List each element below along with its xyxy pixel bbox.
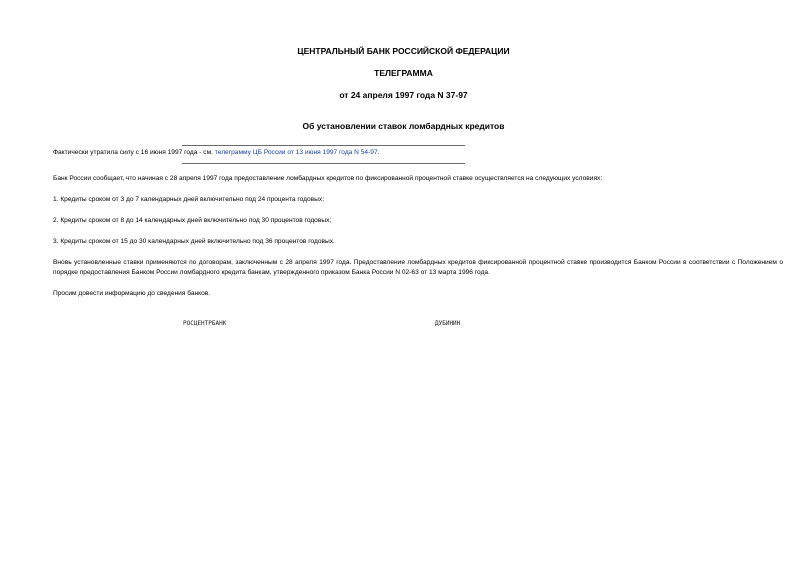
status-note-prefix: Фактически утратила силу с 16 июня 1997 года - см. bbox=[53, 149, 213, 156]
status-note-suffix: . bbox=[377, 149, 380, 156]
sender-name: РОСЦЕНТРБАНК bbox=[183, 320, 227, 327]
document-type: ТЕЛЕГРАММА bbox=[374, 68, 433, 78]
rates-paragraph: Вновь установленные ставки применяются по договорам, заключенным с 28 апреля 1997 года. Предоставление ломбардных кредитов фиксированной процентной ставке производится Банком России в соответствии с Положением о порядке предоставления Банком России ломбардного кредита банкам, утвержденного приказом Банка России N 02-63 от 13 марта 1996 года. bbox=[53, 259, 783, 276]
status-note bbox=[38, 148, 783, 158]
intro-paragraph: Банк России сообщает, что начиная с 28 апреля 1997 года предоставление ломбардных кредитов по фиксированной процентной ставке осуществляется на следующих условиях: bbox=[53, 175, 603, 182]
request-paragraph: Просим довести информацию до сведения банков. bbox=[53, 290, 211, 297]
document-date: от 24 апреля 1997 года N 37-97 bbox=[339, 90, 468, 100]
signer-name: ДУБИНИН bbox=[435, 320, 461, 327]
status-note-top-rule bbox=[182, 145, 465, 146]
list-item: 3. Кредиты сроком от 15 до 30 календарных дней включительно под 36 процентов годовых. bbox=[53, 238, 335, 245]
status-note-bottom-rule bbox=[182, 163, 465, 164]
list-item: 2. Кредиты сроком от 8 до 14 календарных дней включительно под 30 процентов годовых; bbox=[53, 217, 332, 224]
document-subject: Об установлении ставок ломбардных кредитов bbox=[302, 121, 505, 131]
list-item: 1. Кредиты сроком от 3 до 7 календарных дней включительно под 24 процента годовых; bbox=[53, 196, 325, 203]
repeal-document-link[interactable]: телеграмму ЦБ России от 13 июня 1997 года N 54-97 bbox=[214, 149, 378, 156]
organization-title: ЦЕНТРАЛЬНЫЙ БАНК РОССИЙСКОЙ ФЕДЕРАЦИИ bbox=[297, 46, 510, 56]
